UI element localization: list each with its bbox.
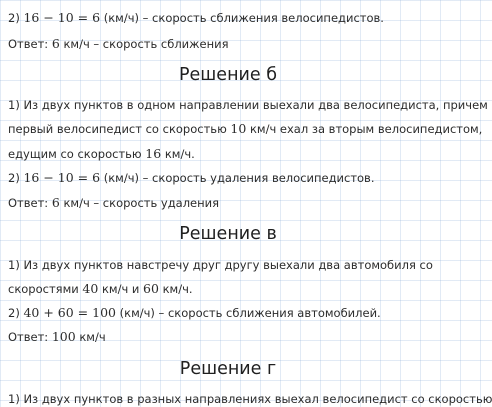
text-line: первый велосипедист со скоростью 10 км/ч ехал за вторым велосипедистом, — [8, 121, 483, 136]
answer-line: Ответ: 100 км/ч — [8, 329, 106, 344]
section-heading-b: Решение б — [178, 65, 278, 85]
text-line: 1) Из двух пунктов навстречу друг другу выехали два автомобиля со — [8, 258, 433, 272]
section-heading-g: Решение г — [179, 359, 277, 379]
text-line: 2) 40 + 60 = 100 (км/ч) – скорость сближения автомобилей. — [8, 305, 381, 320]
text-line: 2) 16 − 10 = 6 (км/ч) – скорость сближения велосипедистов. — [8, 10, 384, 25]
answer-line: Ответ: 6 км/ч – скорость удаления — [8, 195, 220, 210]
answer-line: Ответ: 6 км/ч – скорость сближения — [8, 36, 229, 51]
text-line: 1) Из двух пунктов в одном направлении выехали два велосипедиста, причем — [8, 98, 488, 112]
text-line: 1) Из двух пунктов в разных направлениях выехал велосипедист со скоростью — [8, 392, 492, 406]
text-line: едущим со скоростью 16 км/ч. — [8, 146, 195, 161]
text-line: 2) 16 − 10 = 6 (км/ч) – скорость удаления велосипедистов. — [8, 170, 375, 185]
text-line: скоростями 40 км/ч и 60 км/ч. — [8, 281, 193, 296]
section-heading-v: Решение в — [179, 224, 277, 244]
